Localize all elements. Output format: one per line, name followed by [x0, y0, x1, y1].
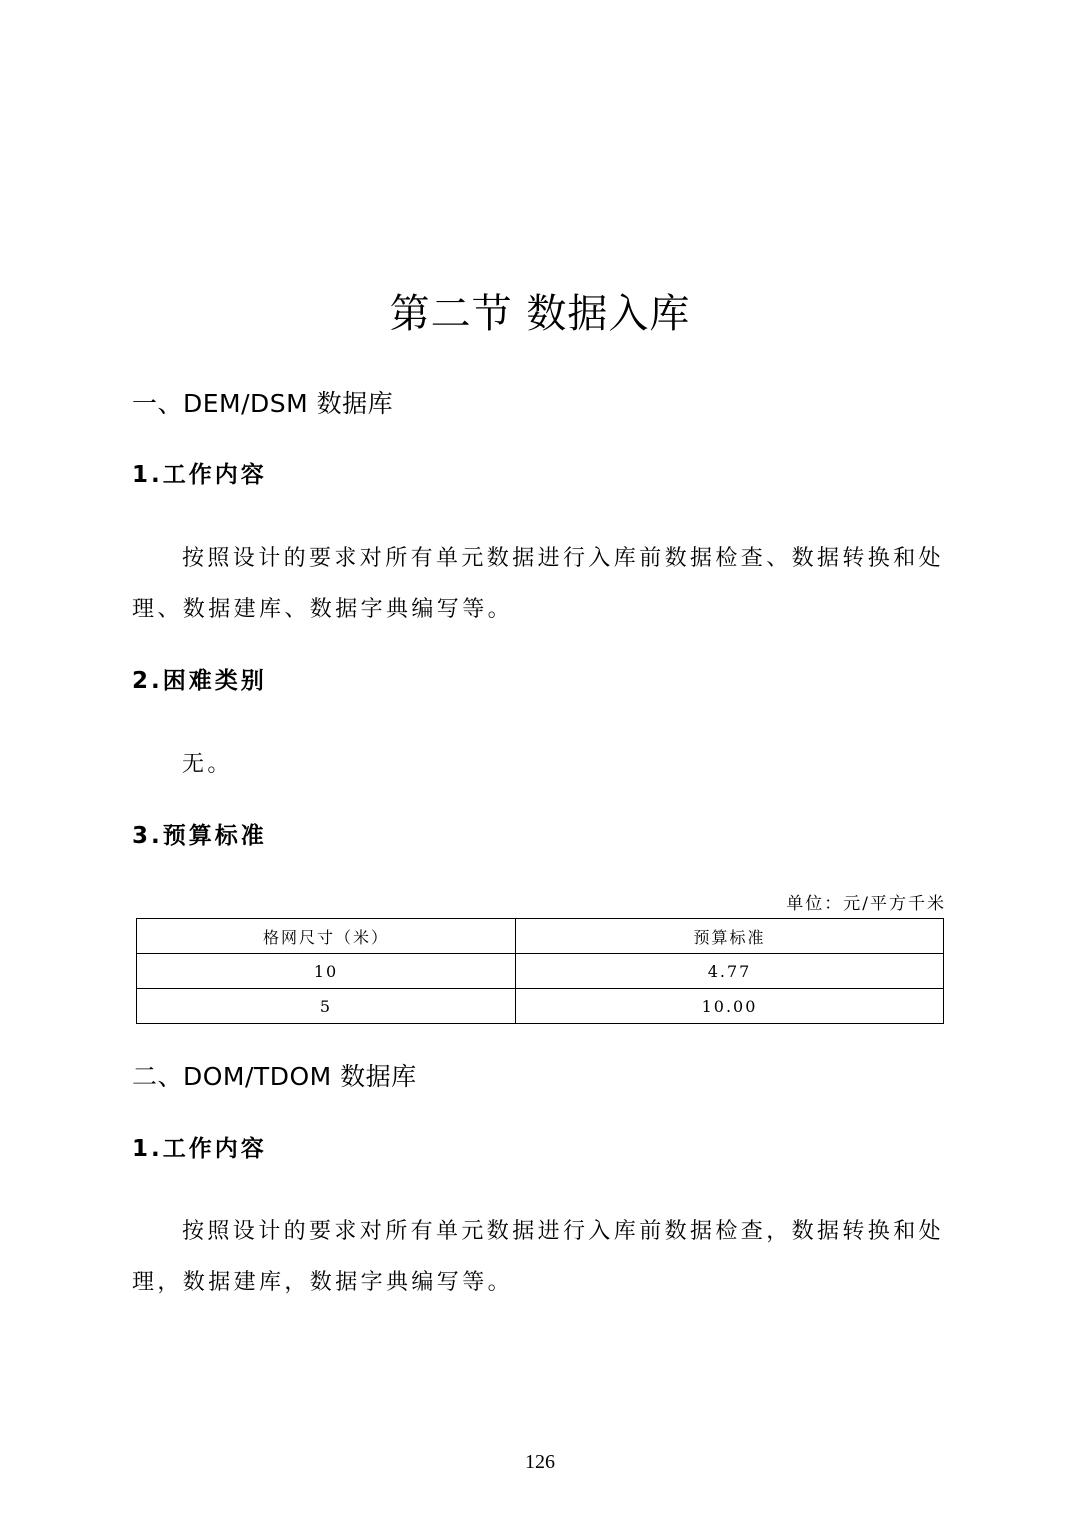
budget-heading: 3.预算标准: [132, 823, 267, 849]
section-heading-dem-dsm: 一、DEM/DSM 数据库: [132, 389, 394, 418]
table-cell: 10.00: [516, 989, 944, 1024]
header-budget-standard: 预算标准: [516, 919, 944, 954]
work-content-line-1: 按照设计的要求对所有单元数据进行入库前数据检查、数据转换和处: [182, 546, 945, 571]
page-number: 126: [525, 1451, 555, 1473]
difficulty-text: 无。: [182, 752, 233, 777]
difficulty-heading: 2.困难类别: [132, 668, 267, 694]
budget-table: [136, 918, 944, 1024]
table-cell: 4.77: [516, 954, 944, 989]
section-heading-dom-tdom: 二、DOM/TDOM 数据库: [132, 1062, 417, 1091]
chapter-title: 第二节 数据入库: [389, 291, 691, 337]
table-cell: 5: [137, 989, 516, 1024]
table-row: [137, 954, 944, 989]
table-row: [137, 989, 944, 1024]
work-content-2-line-1: 按照设计的要求对所有单元数据进行入库前数据检查，数据转换和处: [182, 1219, 945, 1244]
work-content-2-line-2: 理，数据建库，数据字典编写等。: [132, 1270, 514, 1295]
header-grid-size: 格网尺寸（米）: [137, 919, 516, 954]
table-cell: 10: [137, 954, 516, 989]
work-content-line-2: 理、数据建库、数据字典编写等。: [132, 597, 514, 622]
work-content-heading: 1.工作内容: [132, 462, 267, 488]
work-content-heading-2: 1.工作内容: [132, 1136, 267, 1162]
table-header-row: [137, 919, 944, 954]
unit-label: 单位：元/平方千米: [786, 894, 946, 914]
